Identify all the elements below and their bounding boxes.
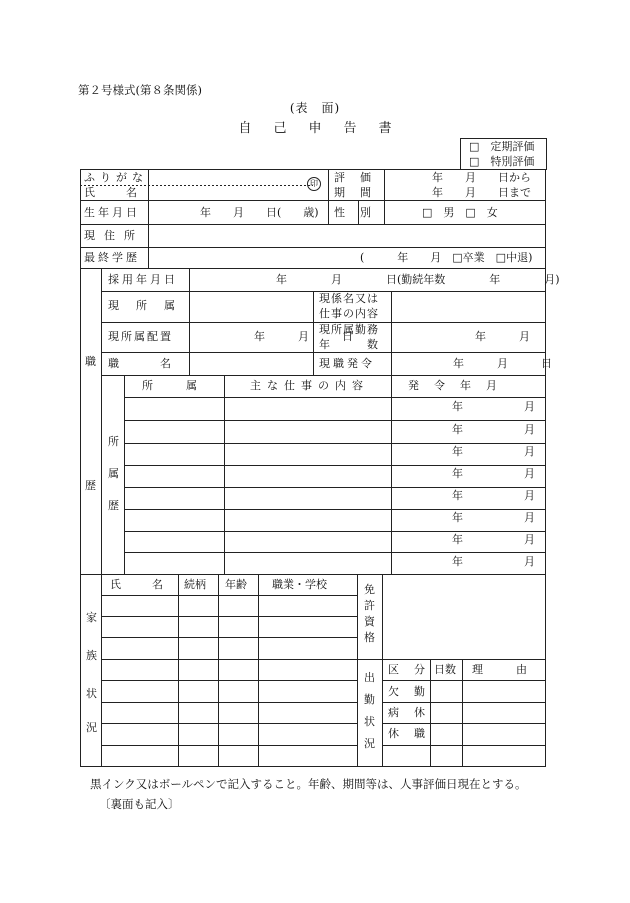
history-row-month: 月 <box>524 555 535 568</box>
dept-assign-label: 現所属配置 <box>108 330 173 343</box>
history-side-char: 属 <box>108 467 119 480</box>
license-char: 資 <box>364 615 375 628</box>
attendance-char: 出 <box>364 671 375 684</box>
sex-value[interactable]: □ 男 □ 女 <box>422 206 498 219</box>
hire-date-value: 年 月 日(勤続年数 年 月) <box>276 273 560 286</box>
col-kubun: 区 分 <box>388 663 427 676</box>
history-side-char: 歴 <box>108 499 119 512</box>
col-days: 日数 <box>434 663 456 676</box>
post-label: 職 名 <box>108 357 173 370</box>
checkbox-special[interactable]: □ 特別評価 <box>469 155 535 168</box>
title-char: 書 <box>378 121 392 136</box>
attendance-char: 況 <box>364 737 375 750</box>
absence-label: 欠 勤 <box>388 685 427 698</box>
education-value[interactable]: ( 年 月 □卒業 □中退) <box>360 251 533 264</box>
history-row-year: 年 <box>452 489 463 502</box>
footer-back-note: 〔裏面も記入〕 <box>99 797 180 811</box>
family-side-char: 家 <box>86 611 97 624</box>
family-side-char: 況 <box>86 721 97 734</box>
current-dept-label: 現 所 属 <box>108 299 178 312</box>
post-date-value: 年 月 日 <box>453 357 552 370</box>
history-row-month: 月 <box>524 467 535 480</box>
checkbox-periodic[interactable]: □ 定期評価 <box>469 140 535 153</box>
family-side-char: 状 <box>86 687 97 700</box>
history-row-year: 年 <box>452 423 463 436</box>
license-char: 許 <box>364 599 375 612</box>
dept-assign-value: 年 月 日 <box>254 330 353 343</box>
history-row-year: 年 <box>452 511 463 524</box>
sick-label: 病 休 <box>388 706 427 719</box>
col-reason: 理 由 <box>472 663 527 676</box>
history-section-label: 歴 <box>85 479 96 492</box>
col-job-school: 職業・学校 <box>272 578 327 591</box>
col-dept-header: 所 属 <box>142 379 197 392</box>
current-title-label-2: 仕事の内容 <box>319 307 379 320</box>
birth-value: 年 月 日( 歳) <box>200 206 319 219</box>
history-row-year: 年 <box>452 555 463 568</box>
col-family-name: 氏 名 <box>110 578 166 591</box>
eval-until: 年 月 日まで <box>432 186 531 199</box>
history-row-month: 月 <box>524 445 535 458</box>
license-char: 格 <box>364 631 375 644</box>
current-title-label: 現係名又は <box>319 292 379 305</box>
eval-period-label-2: 期 間 <box>334 186 373 199</box>
title-char: 自 <box>238 121 252 136</box>
leave-label: 休 職 <box>388 727 427 740</box>
history-row-month: 月 <box>524 533 535 546</box>
history-row-month: 月 <box>524 423 535 436</box>
furigana-label: ふりがな <box>84 171 148 184</box>
eval-from: 年 月 日から <box>432 171 531 184</box>
sex-label: 性 別 <box>334 206 373 219</box>
attendance-char: 勤 <box>364 693 375 706</box>
history-row-month: 月 <box>524 489 535 502</box>
seal-icon: 印 <box>307 177 321 191</box>
eval-period-label: 評 価 <box>334 171 373 184</box>
history-row-year: 年 <box>452 400 463 413</box>
title-char: 己 <box>273 121 287 136</box>
col-relation: 続柄 <box>184 578 206 591</box>
seal-mark <box>307 177 321 191</box>
col-age: 年齢 <box>225 578 247 591</box>
col-work-header: 主な仕事の内容 <box>250 379 369 392</box>
history-row-year: 年 <box>452 467 463 480</box>
col-date-header: 発 令 年 月 <box>408 379 499 392</box>
address-label: 現住所 <box>84 229 144 242</box>
history-row-year: 年 <box>452 445 463 458</box>
years-label-2: 年 数 <box>319 338 379 351</box>
history-row-year: 年 <box>452 533 463 546</box>
years-value: 年 月 <box>475 330 530 343</box>
side-label: (表 面) <box>289 101 341 115</box>
history-side-char: 所 <box>108 435 119 448</box>
family-side-char: 族 <box>86 649 97 662</box>
title-char: 申 <box>308 121 322 136</box>
years-label: 現所属勤務 <box>319 323 379 336</box>
post-date-label: 現職発令 <box>319 357 375 370</box>
education-label: 最終学歴 <box>84 251 140 264</box>
name-label: 氏 名 <box>84 186 140 199</box>
job-section-label: 職 <box>85 355 96 368</box>
title-char: 告 <box>343 121 357 136</box>
license-char: 免 <box>364 583 375 596</box>
footer-note: 黒インク又はボールペンで記入すること。年齢、期間等は、人事評価日現在とする。 <box>90 777 527 791</box>
hire-date-label: 採用年月日 <box>108 273 178 286</box>
attendance-char: 状 <box>364 715 375 728</box>
form-number: 第２号様式(第８条関係) <box>78 83 202 97</box>
history-row-month: 月 <box>524 511 535 524</box>
birth-label: 生年月日 <box>84 206 140 219</box>
history-row-month: 月 <box>524 400 535 413</box>
